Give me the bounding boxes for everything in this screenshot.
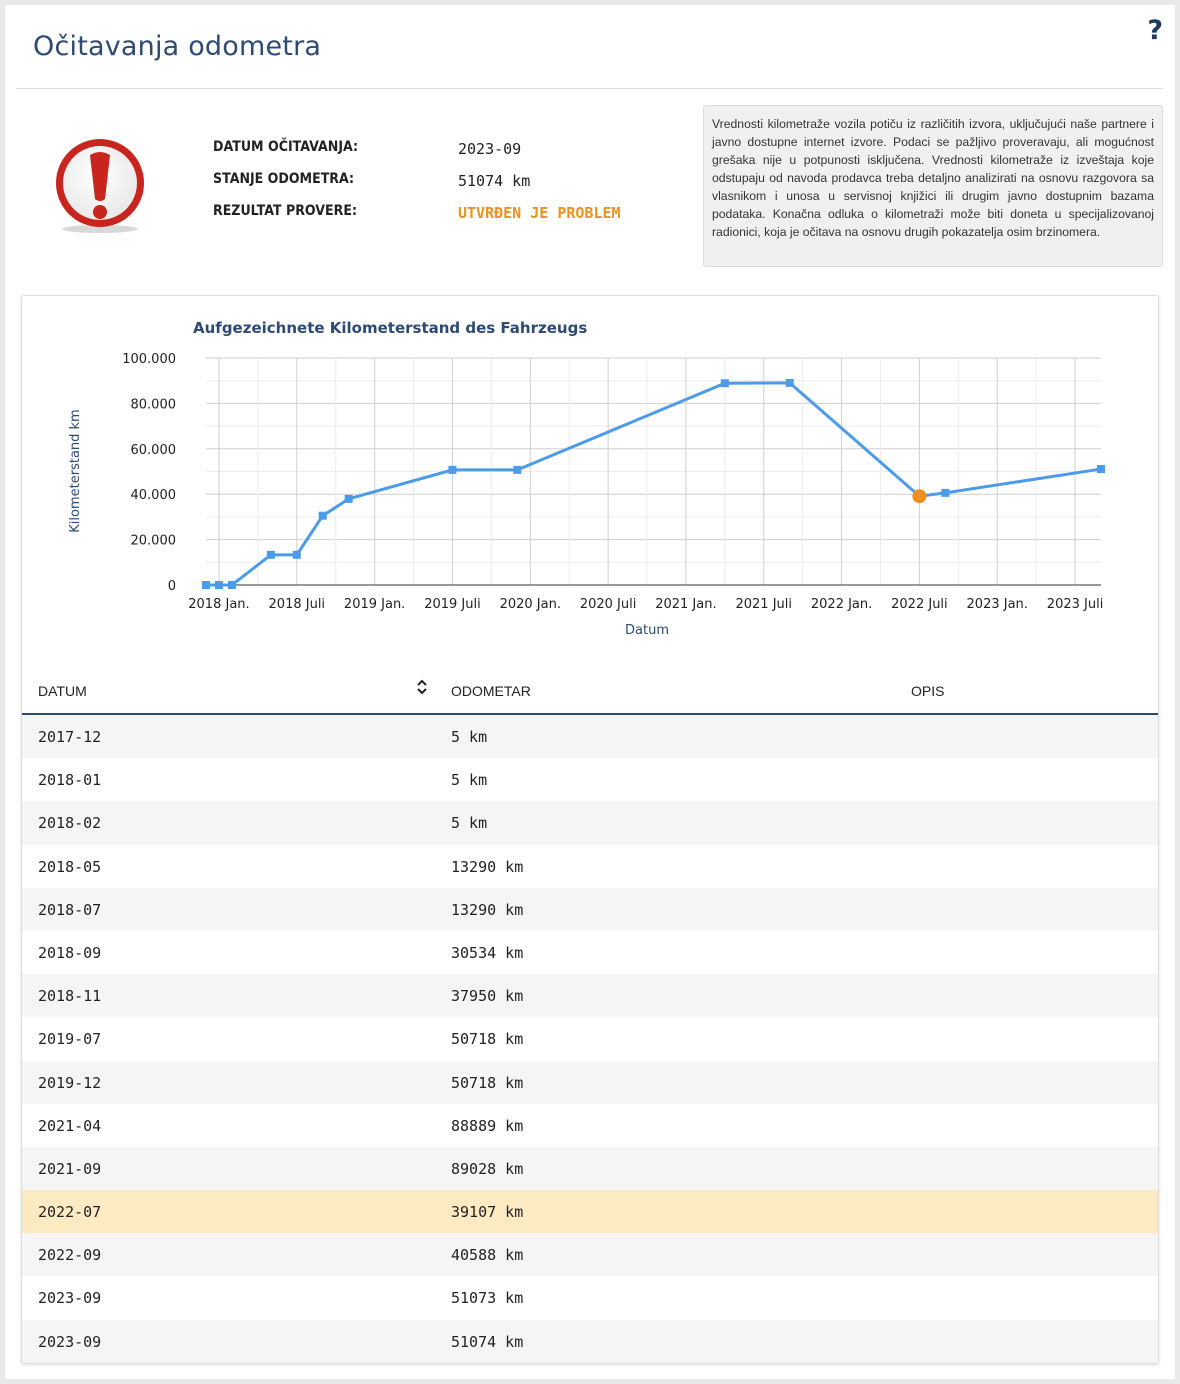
cell-odometer: 5 km [451,771,488,790]
cell-odometer: 5 km [451,814,488,833]
x-tick-label: 2019 Jan. [343,597,406,612]
y-tick-label: 40.000 [130,488,176,504]
y-tick-label: 80.000 [130,397,176,413]
odometer-table [22,661,1158,1363]
y-tick-label: 60.000 [130,442,176,458]
column-header-odometer: ODOMETAR [451,683,531,699]
cell-date: 2021-04 [38,1116,102,1135]
data-point [228,581,236,589]
cell-date: 2017-12 [38,728,102,746]
cell-date: 2022-07 [38,1203,102,1222]
x-tick-label: 2022 Jan. [810,597,873,612]
x-tick-label: 2020 Juli [579,597,637,612]
cell-date: 2018-01 [38,771,102,790]
data-point [215,581,223,589]
y-tick-label: 20.000 [130,533,176,549]
cell-odometer: 50718 km [451,1073,524,1092]
x-tick-label: 2023 Juli [1046,597,1104,612]
reading-date-value: 2023-09 [458,140,522,158]
data-point-flagged [912,489,926,503]
table-row [22,845,1158,888]
x-tick-label: 2018 Juli [268,597,326,612]
check-result-label: REZULTAT PROVERE: [213,203,358,219]
data-point [319,512,327,520]
table-row [22,1147,1158,1190]
x-axis-ticks [188,597,1103,612]
table-body [22,715,1158,1363]
cell-date: 2019-12 [38,1073,102,1092]
page-title: Očitavanja odometra [33,31,322,62]
table-row [22,888,1158,931]
data-point [513,466,521,474]
odometer-series-line [206,383,1101,585]
data-point [1097,465,1105,473]
y-tick-label: 0 [167,579,176,594]
table-row-flagged [22,1190,1158,1233]
table-row [22,1276,1158,1319]
x-tick-label: 2018 Jan. [188,597,250,612]
cell-date: 2022-09 [38,1246,102,1265]
x-tick-label: 2021 Jan. [655,597,717,612]
data-point [293,551,301,559]
odometer-state-value: 51074 km [458,172,531,190]
y-tick-label: 100.000 [122,352,176,367]
table-row [22,1061,1158,1104]
cell-odometer: 39107 km [451,1203,524,1222]
cell-odometer: 13290 km [451,857,524,876]
cell-odometer: 88889 km [451,1116,524,1135]
x-axis-title: Datum [625,623,669,638]
cell-odometer: 51074 km [451,1332,524,1351]
cell-odometer: 89028 km [451,1159,524,1178]
chart-grid [206,358,1101,585]
cell-date: 2018-11 [38,987,102,1006]
info-disclaimer: Vrednosti kilometraže vozila potiču iz različitih izvora, uključujući naše partnere i javno dostupne internet izvore. Podaci se pažljivo proveravaju, ali mogućnost grešaka nije u potpunosti isključena. Vrednosti kilometraže iz izveštaja koje odstupaju od navoda prodavca treba detaljno analizirati na osnovu razgovora sa vlasnikom i unosa u servisnoj knjižici ili drugim javno dostupnim bazama podataka. Konačna odluka o kilometraži može biti doneta u specijalizovanoj radionici, koja je očitava na osnovu drugih pokazatelja osim brzinomera. [703,105,1163,267]
title-divider [17,88,1163,89]
table-row [22,974,1158,1017]
cell-date: 2019-07 [38,1030,102,1049]
chart-title: Aufgezeichnete Kilometerstand des Fahrzeugs [193,319,588,337]
cell-date: 2023-09 [38,1332,102,1351]
x-tick-label: 2020 Jan. [499,597,561,612]
column-header-date[interactable]: DATUM [38,683,87,699]
cell-date: 2018-07 [38,900,102,919]
table-row [22,1233,1158,1276]
alert-exclamation-icon [50,133,150,233]
odometer-line-chart [22,296,1158,656]
data-point [941,489,949,497]
cell-odometer: 50718 km [451,1030,524,1049]
data-point [786,379,794,387]
data-point [345,495,353,503]
data-point [721,379,729,387]
x-tick-label: 2022 Juli [891,597,948,612]
check-result-value: UTVRĐEN JE PROBLEM [458,204,621,222]
table-header [22,661,1158,715]
data-point [267,551,275,559]
cell-date: 2023-09 [38,1289,102,1308]
x-tick-label: 2021 Juli [735,597,793,612]
x-tick-label: 2019 Juli [424,597,481,612]
column-header-description: OPIS [911,683,945,699]
question-mark-icon[interactable]: ? [1147,15,1163,46]
odometer-state-label: STANJE ODOMETRA: [213,171,355,187]
cell-odometer: 30534 km [451,943,524,962]
table-row [22,931,1158,974]
cell-odometer: 5 km [451,728,488,746]
cell-date: 2018-02 [38,814,102,833]
chart-card [21,295,1159,1364]
table-row [22,1320,1158,1363]
odometer-readings-panel [5,5,1175,1379]
y-axis-ticks [122,352,176,594]
sort-up-down-icon[interactable] [416,679,428,700]
table-row [22,715,1158,758]
reading-date-label: DATUM OČITAVANJA: [213,139,359,155]
data-point [448,466,456,474]
cell-date: 2021-09 [38,1159,102,1178]
cell-date: 2018-05 [38,857,102,876]
table-row [22,758,1158,801]
data-point [202,581,210,589]
cell-odometer: 40588 km [451,1246,524,1265]
table-row [22,801,1158,844]
y-axis-title: Kilometerstand km [68,409,83,533]
cell-odometer: 37950 km [451,987,524,1006]
x-tick-label: 2023 Jan. [966,597,1028,612]
table-row [22,1017,1158,1060]
table-row [22,1104,1158,1147]
cell-odometer: 13290 km [451,900,524,919]
cell-date: 2018-09 [38,943,102,962]
odometer-series-points [202,379,1105,589]
cell-odometer: 51073 km [451,1289,524,1308]
